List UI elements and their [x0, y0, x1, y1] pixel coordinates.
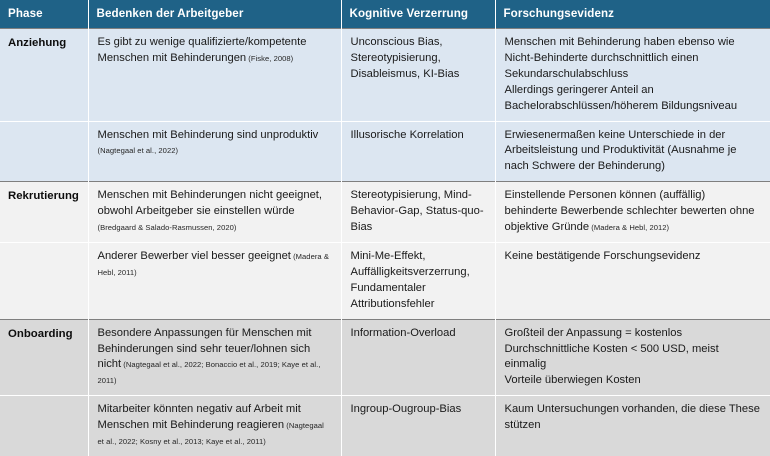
cell-text: Allerdings geringerer Anteil an Bachelorabschlüssen/höherem Bildungsniveau	[504, 83, 738, 112]
cell-evidence	[495, 242, 770, 319]
cell-text: Menschen mit Behinderung haben ebenso wie Nicht-Behinderte durchschnittlich einen Sekundarschulabschluss	[504, 36, 735, 80]
column-header-evidence: Forschungsevidenz	[495, 0, 770, 29]
column-header-bias: Kognitive Verzerrung	[341, 0, 495, 29]
table-row	[0, 121, 770, 182]
cell-concern	[88, 319, 341, 396]
cell-concern	[88, 182, 341, 243]
column-header-phase: Phase	[0, 0, 88, 29]
table-row	[0, 182, 770, 243]
table-body	[0, 29, 770, 456]
cell-text: Kaum Untersuchungen vorhanden, die diese These stützen	[504, 403, 760, 432]
cell-text: Keine bestätigende Forschungsevidenz	[504, 249, 701, 262]
cell-phase	[0, 396, 88, 456]
cell-phase	[0, 242, 88, 319]
cell-text: Ingroup-Ougroup-Bias	[350, 403, 462, 416]
cell-text: Anderer Bewerber viel besser geeignet	[97, 249, 291, 262]
cell-text: Es gibt zu wenige qualifizierte/kompetente Menschen mit Behinderungen	[97, 36, 307, 64]
cell-concern	[88, 242, 341, 319]
cell-text: Besondere Anpassungen für Menschen mit Behinderungen sind sehr teuer/lohnen sich nicht	[97, 326, 312, 371]
cell-text: Menschen mit Behinderung sind unproduktiv	[97, 128, 319, 141]
cell-text: Anziehung	[8, 37, 67, 49]
cell-text: Mitarbeiter könnten negativ auf Arbeit mit Menschen mit Behinderung reagieren	[97, 403, 301, 432]
cell-text: Durchschnittliche Kosten < 500 USD, meist einmalig	[504, 342, 719, 371]
citation: (Fiske, 2008)	[246, 53, 294, 63]
cell-phase	[0, 182, 88, 243]
cell-evidence	[495, 29, 770, 122]
cell-text: Vorteile überwiegen Kosten	[504, 374, 641, 387]
cell-bias	[341, 242, 495, 319]
cell-bias	[341, 29, 495, 122]
cell-text: Unconscious Bias, Stereotypisierung, Disableismus, KI-Bias	[350, 36, 460, 80]
cell-bias	[341, 396, 495, 456]
header-row	[0, 0, 770, 29]
cell-evidence	[495, 121, 770, 182]
citation: (Nagtegaal et al., 2022; Kosny et al., 2013; Kaye et al., 2011)	[97, 421, 324, 447]
citation: (Nagtegaal et al., 2022; Bonaccio et al., 2019; Kaye et al., 2011)	[97, 360, 321, 386]
cell-text: Menschen mit Behinderungen nicht geeignet, obwohl Arbeitgeber sie einstellen würde	[97, 189, 323, 218]
cell-bias	[341, 121, 495, 182]
column-header-concern: Bedenken der Arbeitgeber	[88, 0, 341, 29]
cell-text: Rekrutierung	[8, 190, 79, 203]
cell-text: Mini-Me-Effekt, Auffälligkeitsverzerrung, Fundamentaler Attributionsfehler	[350, 249, 470, 310]
citation: (Bredgaard & Salado-Rasmussen, 2020)	[97, 223, 237, 233]
cell-phase	[0, 29, 88, 122]
cell-text: Stereotypisierung, Mind-Behavior-Gap, Status-quo-Bias	[350, 189, 484, 234]
cell-evidence	[495, 182, 770, 243]
cell-evidence	[495, 319, 770, 396]
cell-text: Großteil der Anpassung = kostenlos	[504, 326, 683, 339]
cell-bias	[341, 319, 495, 396]
table-row	[0, 396, 770, 456]
cell-concern	[88, 29, 341, 122]
citation: (Madera & Hebl, 2012)	[589, 223, 670, 233]
cell-text: Information-Overload	[350, 326, 456, 339]
cell-evidence	[495, 396, 770, 456]
cell-concern	[88, 396, 341, 456]
cell-concern	[88, 121, 341, 182]
cell-phase	[0, 121, 88, 182]
table-row	[0, 242, 770, 319]
cell-text: Illusorische Korrelation	[350, 128, 464, 141]
cell-text: Onboarding	[8, 327, 73, 340]
citation: (Nagtegaal et al., 2022)	[97, 146, 179, 156]
cell-text: Einstellende Personen können (auffällig) behinderte Bewerbende schlechter bewerten ohne objektive Gründe	[504, 189, 755, 234]
cell-phase	[0, 319, 88, 396]
citation: (Madera & Hebl, 2011)	[97, 251, 329, 277]
table-row	[0, 29, 770, 122]
cell-text: Erwiesenermaßen keine Unterschiede in der Arbeitsleistung und Produktivität (Ausnahme je nach Schwere der Behinderung)	[504, 128, 737, 173]
table-row	[0, 319, 770, 396]
cell-bias	[341, 182, 495, 243]
table-header	[0, 0, 770, 29]
